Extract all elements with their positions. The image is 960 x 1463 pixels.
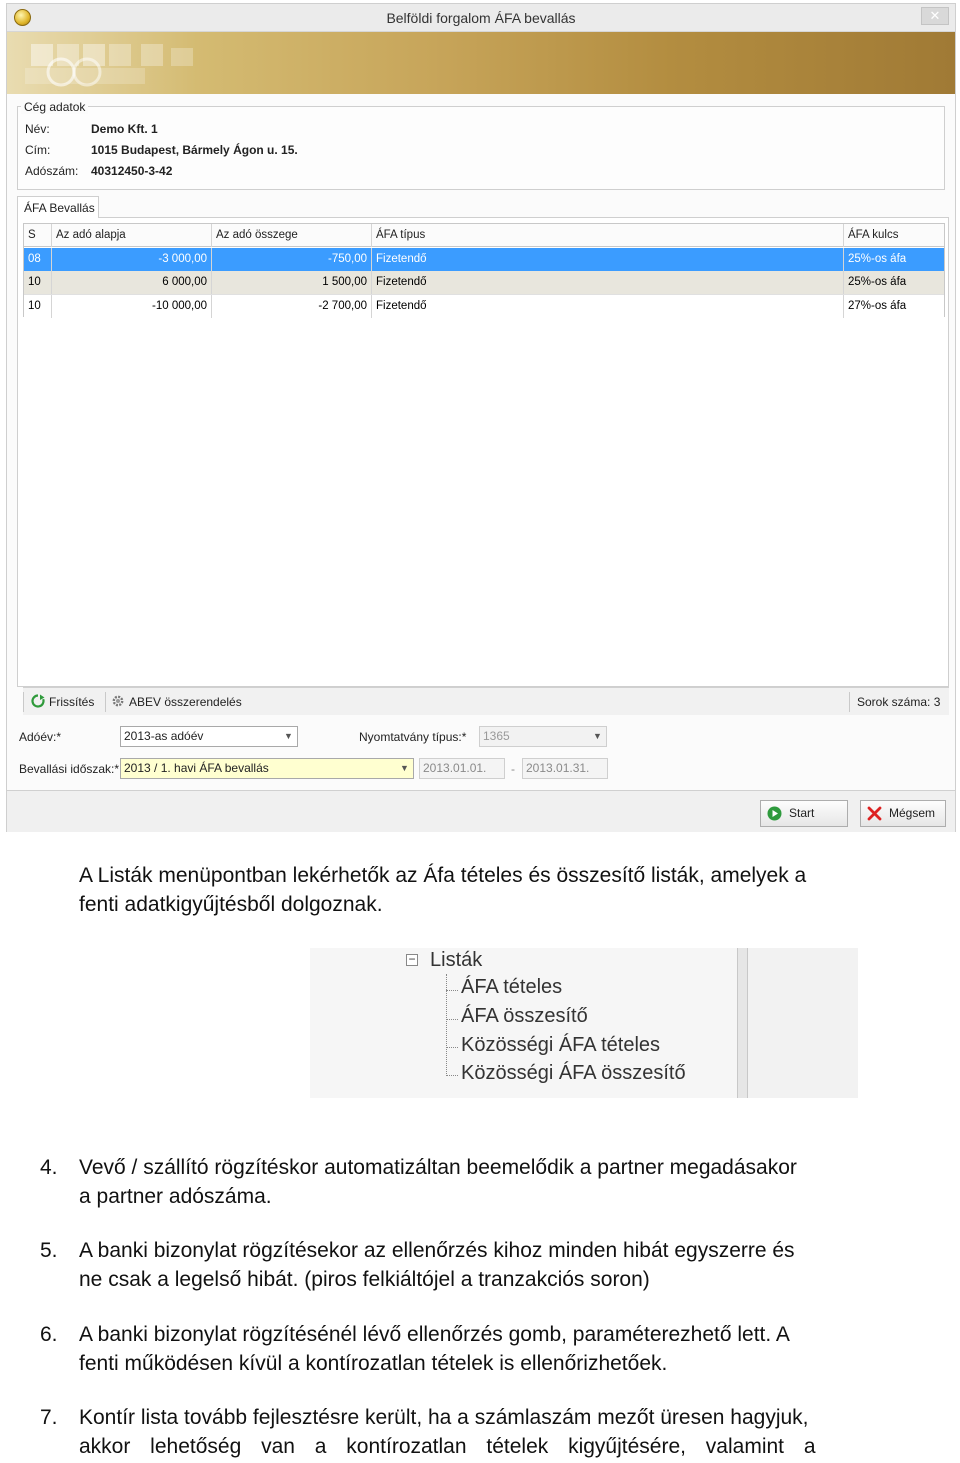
table-row[interactable] bbox=[24, 248, 944, 271]
table-row[interactable] bbox=[24, 294, 944, 317]
cell-status: 08 bbox=[24, 248, 52, 271]
tree-item-eu-vat-summary[interactable]: Közösségi ÁFA összesítő bbox=[461, 1062, 686, 1084]
column-header[interactable]: ÁFA típus bbox=[372, 224, 844, 247]
vat-grid bbox=[23, 223, 945, 317]
cell-status: 10 bbox=[24, 295, 52, 318]
column-header[interactable]: Az adó összege bbox=[212, 224, 372, 247]
chevron-down-icon: ▼ bbox=[284, 731, 293, 741]
header-banner bbox=[7, 32, 955, 94]
vat-return-window bbox=[6, 3, 956, 832]
tree-connector bbox=[446, 1075, 458, 1076]
cell-tax-base: 6 000,00 bbox=[52, 271, 212, 294]
company-name-label: Név: bbox=[25, 122, 50, 136]
cell-vat-type: Fizetendő bbox=[372, 295, 844, 318]
tree-connector bbox=[446, 990, 458, 991]
cell-tax-amount: -750,00 bbox=[212, 248, 372, 271]
form-type-select[interactable] bbox=[479, 726, 607, 747]
cell-vat-rate: 27%-os áfa bbox=[848, 300, 907, 312]
tree-item-vat-summary[interactable]: ÁFA összesítő bbox=[461, 1005, 588, 1027]
list-number: 5. bbox=[40, 1239, 58, 1262]
column-header[interactable]: ÁFA kulcs bbox=[848, 229, 899, 241]
tree-node-lists[interactable]: Listák bbox=[430, 949, 483, 971]
tree-item-eu-vat-detailed[interactable]: Közösségi ÁFA tételes bbox=[461, 1034, 661, 1056]
collapse-icon[interactable]: − bbox=[406, 954, 418, 966]
list-item-line: ne csak a legelső hibát. (piros felkiáltójel a tranzakciós soron) bbox=[79, 1268, 650, 1291]
cell-vat-rate: 25%-os áfa bbox=[848, 253, 907, 265]
chevron-down-icon: ▼ bbox=[593, 731, 602, 741]
list-item-line: Vevő / szállító rögzítéskor automatizáltan beemelődik a partner megadásakor bbox=[79, 1156, 797, 1179]
company-group-caption: Cég adatok bbox=[21, 100, 88, 114]
list-item bbox=[79, 1153, 955, 1211]
abev-mapping-label: ABEV összerendelés bbox=[129, 695, 242, 709]
toolbar-separator bbox=[849, 692, 850, 712]
company-address-label: Cím: bbox=[25, 143, 51, 157]
close-icon bbox=[867, 806, 882, 821]
tax-year-value: 2013-as adóév bbox=[124, 729, 204, 743]
column-header[interactable]: S bbox=[24, 224, 52, 247]
abev-mapping-button[interactable] bbox=[111, 693, 242, 711]
cell-vat-type: Fizetendő bbox=[372, 271, 844, 294]
company-address-value: 1015 Budapest, Bármely Ágon u. 15. bbox=[91, 143, 298, 157]
start-button[interactable] bbox=[760, 800, 848, 827]
intro-line: A Listák menüpontban lekérhetők az Áfa tételes és összesítő listák, amelyek a bbox=[79, 864, 807, 887]
form-type-label: Nyomtatvány típus:* bbox=[359, 730, 467, 744]
date-from-field[interactable]: 2013.01.01. bbox=[419, 758, 505, 779]
lists-tree-snippet bbox=[310, 948, 858, 1098]
cell-status: 10 bbox=[24, 271, 52, 294]
dialog-button-bar bbox=[7, 790, 955, 832]
form-type-value: 1365 bbox=[483, 729, 510, 743]
cancel-label: Mégsem bbox=[889, 806, 936, 820]
list-item-line: Kontír lista tovább fejlesztésre került, ha a számlaszám mezőt üresen hagyjuk, bbox=[79, 1406, 809, 1429]
list-item-line: A banki bizonylat rögzítésekor az ellenőrzés kihoz minden hibát egyszerre és bbox=[79, 1239, 795, 1262]
window-title: Belföldi forgalom ÁFA bevallás bbox=[386, 10, 576, 26]
column-header[interactable]: Az adó alapja bbox=[52, 224, 212, 247]
list-number: 6. bbox=[40, 1323, 58, 1346]
list-number: 7. bbox=[40, 1406, 58, 1429]
return-period-value: 2013 / 1. havi ÁFA bevallás bbox=[124, 761, 269, 775]
refresh-button[interactable] bbox=[31, 693, 94, 711]
list-item bbox=[79, 1236, 955, 1294]
toolbar-separator bbox=[23, 692, 24, 712]
date-to-field[interactable]: 2013.01.31. bbox=[522, 758, 608, 779]
tree-item-vat-detailed[interactable]: ÁFA tételes bbox=[461, 976, 563, 998]
date-range-separator: - bbox=[511, 762, 515, 776]
return-period-select[interactable] bbox=[120, 758, 414, 779]
intro-line: fenti adatkigyűjtésből dolgoznak. bbox=[79, 893, 383, 916]
list-item-line: a partner adószáma. bbox=[79, 1185, 272, 1208]
close-button[interactable]: ✕ bbox=[921, 7, 949, 25]
tree-connector bbox=[446, 1019, 458, 1020]
grid-toolbar bbox=[23, 687, 949, 715]
tree-side-panel bbox=[748, 948, 858, 1098]
title-bar bbox=[7, 4, 955, 32]
company-name-value: Demo Kft. 1 bbox=[91, 122, 158, 136]
tax-year-select[interactable] bbox=[120, 726, 298, 747]
list-item bbox=[79, 1403, 955, 1461]
cell-tax-amount: -2 700,00 bbox=[212, 295, 372, 318]
tax-year-label: Adóév:* bbox=[19, 730, 62, 744]
cancel-button[interactable] bbox=[860, 800, 946, 827]
cell-tax-amount: 1 500,00 bbox=[212, 271, 372, 294]
list-item-line: A banki bizonylat rögzítésénél lévő ellenőrzés gomb, paraméterezhető lett. A bbox=[79, 1323, 790, 1346]
list-item bbox=[79, 1320, 955, 1378]
refresh-icon bbox=[31, 694, 45, 708]
brand-logo-icon bbox=[21, 38, 221, 88]
intro-paragraph bbox=[79, 861, 955, 919]
company-tax-label: Adószám: bbox=[25, 164, 79, 178]
row-count-label: Sorok száma: 3 bbox=[857, 695, 941, 709]
gear-icon bbox=[111, 694, 125, 708]
list-number: 4. bbox=[40, 1156, 58, 1179]
tab-vat-return[interactable]: ÁFA Bevallás bbox=[17, 196, 99, 218]
cell-tax-base: -3 000,00 bbox=[52, 248, 212, 271]
list-item-line: akkor lehetőség van a kontírozatlan tételek kigyűjtésére, valamint a bbox=[79, 1435, 816, 1458]
play-icon bbox=[767, 806, 782, 821]
cell-vat-type: Fizetendő bbox=[372, 248, 844, 271]
return-period-label: Bevallási időszak:* bbox=[19, 762, 120, 776]
toolbar-separator bbox=[105, 692, 106, 712]
refresh-label: Frissítés bbox=[49, 695, 95, 709]
table-row[interactable] bbox=[24, 271, 944, 294]
cell-tax-base: -10 000,00 bbox=[52, 295, 212, 318]
tree-connector bbox=[446, 1047, 458, 1048]
grid-header-row bbox=[24, 224, 944, 247]
tree-splitter bbox=[738, 948, 748, 1098]
list-item-line: fenti működésen kívül a kontírozatlan tételek is ellenőrizhetőek. bbox=[79, 1352, 668, 1375]
start-label: Start bbox=[789, 806, 815, 820]
cell-vat-rate: 25%-os áfa bbox=[848, 276, 907, 288]
company-tax-value: 40312450-3-42 bbox=[91, 164, 173, 178]
chevron-down-icon: ▼ bbox=[400, 763, 409, 773]
